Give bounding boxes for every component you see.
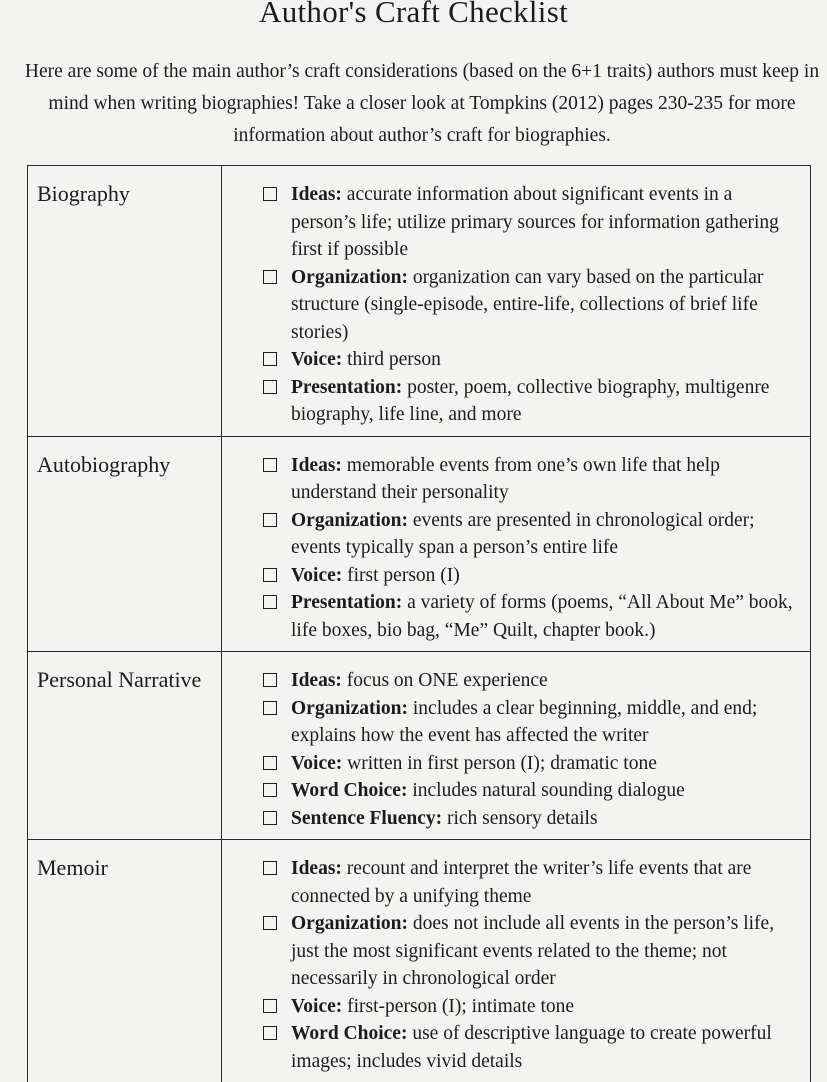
checkbox-icon[interactable] [263,458,277,472]
checklist-item[interactable]: Ideas: recount and interpret the writer’s life events that are connected by a unifying theme [262,855,798,910]
checkbox-icon[interactable] [263,352,277,366]
checkbox-icon[interactable] [263,673,277,687]
checkbox-icon[interactable] [263,595,277,609]
checklist-item[interactable]: Voice: written in first person (I); dramatic tone [262,750,798,778]
checklist-item[interactable]: Presentation: poster, poem, collective biography, multigenre biography, life line, and more [262,374,798,429]
checklist-item[interactable]: Sentence Fluency: rich sensory details [262,805,798,833]
checklist-cell [222,436,811,652]
checkbox-icon[interactable] [263,513,277,527]
intro-paragraph: Here are some of the main author’s craft considerations (based on the 6+1 traits) authors must keep in mind when writing biographies! Take a closer look at Tompkins (2012) pages 230-235 for more information about author’s craft for biographies. [22,56,822,152]
table-row-biography [28,166,811,437]
checkbox-icon[interactable] [263,756,277,770]
checklist-item[interactable]: Voice: first person (I) [262,562,798,590]
genre-label: Biography [28,166,222,437]
checklist-item[interactable]: Voice: third person [262,346,798,374]
checklist-item[interactable]: Word Choice: use of descriptive language to create powerful images; includes vivid details [262,1020,798,1075]
checklist-cell [222,652,811,840]
checklist-item[interactable]: Organization: includes a clear beginning, middle, and end; explains how the event has affected the writer [262,695,798,750]
genre-label: Personal Narrative [28,652,222,840]
checklist-item[interactable]: Voice: first-person (I); intimate tone [262,993,798,1021]
checkbox-icon[interactable] [263,811,277,825]
checklist-item[interactable]: Ideas: focus on ONE experience [262,667,798,695]
table-row-memoir [28,840,811,1082]
genre-label: Memoir [28,840,222,1082]
checkbox-icon[interactable] [263,1026,277,1040]
checkbox-icon[interactable] [263,701,277,715]
page-title: Author's Craft Checklist [0,0,827,30]
craft-checklist-table [27,165,811,1082]
checklist-cell [222,166,811,437]
checklist-item[interactable]: Ideas: accurate information about significant events in a person’s life; utilize primary sources for information gathering first if possible [262,181,798,264]
checkbox-icon[interactable] [263,270,277,284]
checklist-item[interactable]: Organization: organization can vary based on the particular structure (single-episode, entire-life, collections of brief life stories) [262,264,798,347]
checkbox-icon[interactable] [263,380,277,394]
checklist-item[interactable]: Organization: does not include all events in the person’s life, just the most significant events related to the theme; not necessarily in chronological order [262,910,798,993]
table-row-autobiography [28,436,811,652]
checklist-item[interactable]: Organization: events are presented in chronological order; events typically span a person’s entire life [262,507,798,562]
checkbox-icon[interactable] [263,568,277,582]
checklist-item[interactable]: Word Choice: includes natural sounding dialogue [262,777,798,805]
genre-label: Autobiography [28,436,222,652]
checklist-cell [222,840,811,1082]
checkbox-icon[interactable] [263,187,277,201]
table-row-personal-narrative [28,652,811,840]
checkbox-icon[interactable] [263,861,277,875]
checkbox-icon[interactable] [263,916,277,930]
checklist-item[interactable]: Ideas: memorable events from one’s own life that help understand their personality [262,452,798,507]
checklist-item[interactable]: Presentation: a variety of forms (poems, “All About Me” book, life boxes, bio bag, “Me” Quilt, chapter book.) [262,589,798,644]
checkbox-icon[interactable] [263,999,277,1013]
checkbox-icon[interactable] [263,783,277,797]
